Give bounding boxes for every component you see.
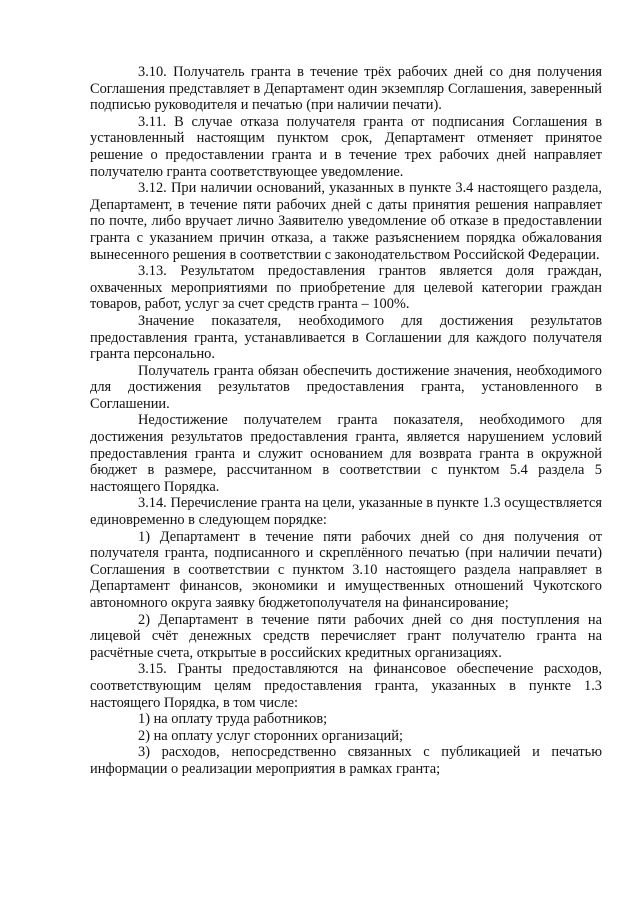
paragraph-3-12: 3.12. При наличии оснований, указанных в пункте 3.4 настоящего раздела, Департамент, в течение пяти рабочих дней с даты принятия решения направляет по почте, либо вручает лично Заявителю уведомление об отказе в предоставлении гранта с указанием причин отказа, а также разъяснением порядка обжалования вынесенного решения в соответствии с законодательством Российской Федерации. [90, 180, 602, 263]
paragraph-3-15: 3.15. Гранты предоставляются на финансовое обеспечение расходов, соответствующим целям предоставления гранта, указанных в пункте 1.3 настоящего Порядка, в том числе: [90, 661, 602, 711]
paragraph-recipient-obligation: Получатель гранта обязан обеспечить достижение значения, необходимого для достижения результатов предоставления гранта, установленного в Соглашении. [90, 362, 602, 412]
paragraph-3-11: 3.11. В случае отказа получателя гранта от подписания Соглашения в установленный настоящим пунктом срок, Департамент отменяет принятое решение о предоставлении гранта и в течение трех рабочих дней направляет получателю гранта соответствующее уведомление. [90, 113, 602, 180]
paragraph-3-14-item-2: 2) Департамент в течение пяти рабочих дней со дня поступления на лицевой счёт денежных средств перечисляет грант получателю гранта на расчётные счета, открытые в российских кредитных организациях. [90, 611, 602, 661]
document-page [90, 64, 602, 778]
paragraph-3-10: 3.10. Получатель гранта в течение трёх рабочих дней со дня получения Соглашения представляет в Департамент один экземпляр Соглашения, заверенный подписью руководителя и печатью (при наличии печати). [90, 64, 602, 114]
paragraph-indicator-value: Значение показателя, необходимого для достижения результатов предоставления гранта, устанавливается в Соглашении для каждого получателя гранта персонально. [90, 312, 602, 363]
paragraph-3-14: 3.14. Перечисление гранта на цели, указанные в пункте 1.3 осуществляется единовременно в следующем порядке: [90, 495, 602, 529]
paragraph-3-15-item-2: 2) на оплату услуг сторонних организаций; [138, 727, 403, 744]
paragraph-non-achievement: Недостижение получателем гранта показателя, необходимого для достижения результатов предоставления гранта, является нарушением условий предоставления гранта и служит основанием для возврата гранта в окружной бюджет в размере, рассчитанном в соответствии с пунктом 5.4 раздела 5 настоящего Порядка. [90, 412, 602, 495]
paragraph-3-14-item-1: 1) Департамент в течение пяти рабочих дней со дня получения от получателя гранта, подписанного и скреплённого печатью (при наличии печати) Соглашения в соответствии с пунктом 3.10 настоящего раздела направляет в Департамент финансов, экономики и имущественных отношений Чукотского автономного округа заявку бюджетополучателя на финансирование; [90, 528, 602, 611]
paragraph-3-15-item-3: 3) расходов, непосредственно связанных с публикацией и печатью информации о реализации мероприятия в рамках гранта; [90, 744, 602, 777]
paragraph-3-15-item-1: 1) на оплату труда работников; [138, 711, 328, 728]
paragraph-3-13: 3.13. Результатом предоставления грантов является доля граждан, охваченных мероприятиями по приобретение для целевой категории граждан товаров, работ, услуг за счет средств гранта – 100%. [90, 263, 602, 313]
